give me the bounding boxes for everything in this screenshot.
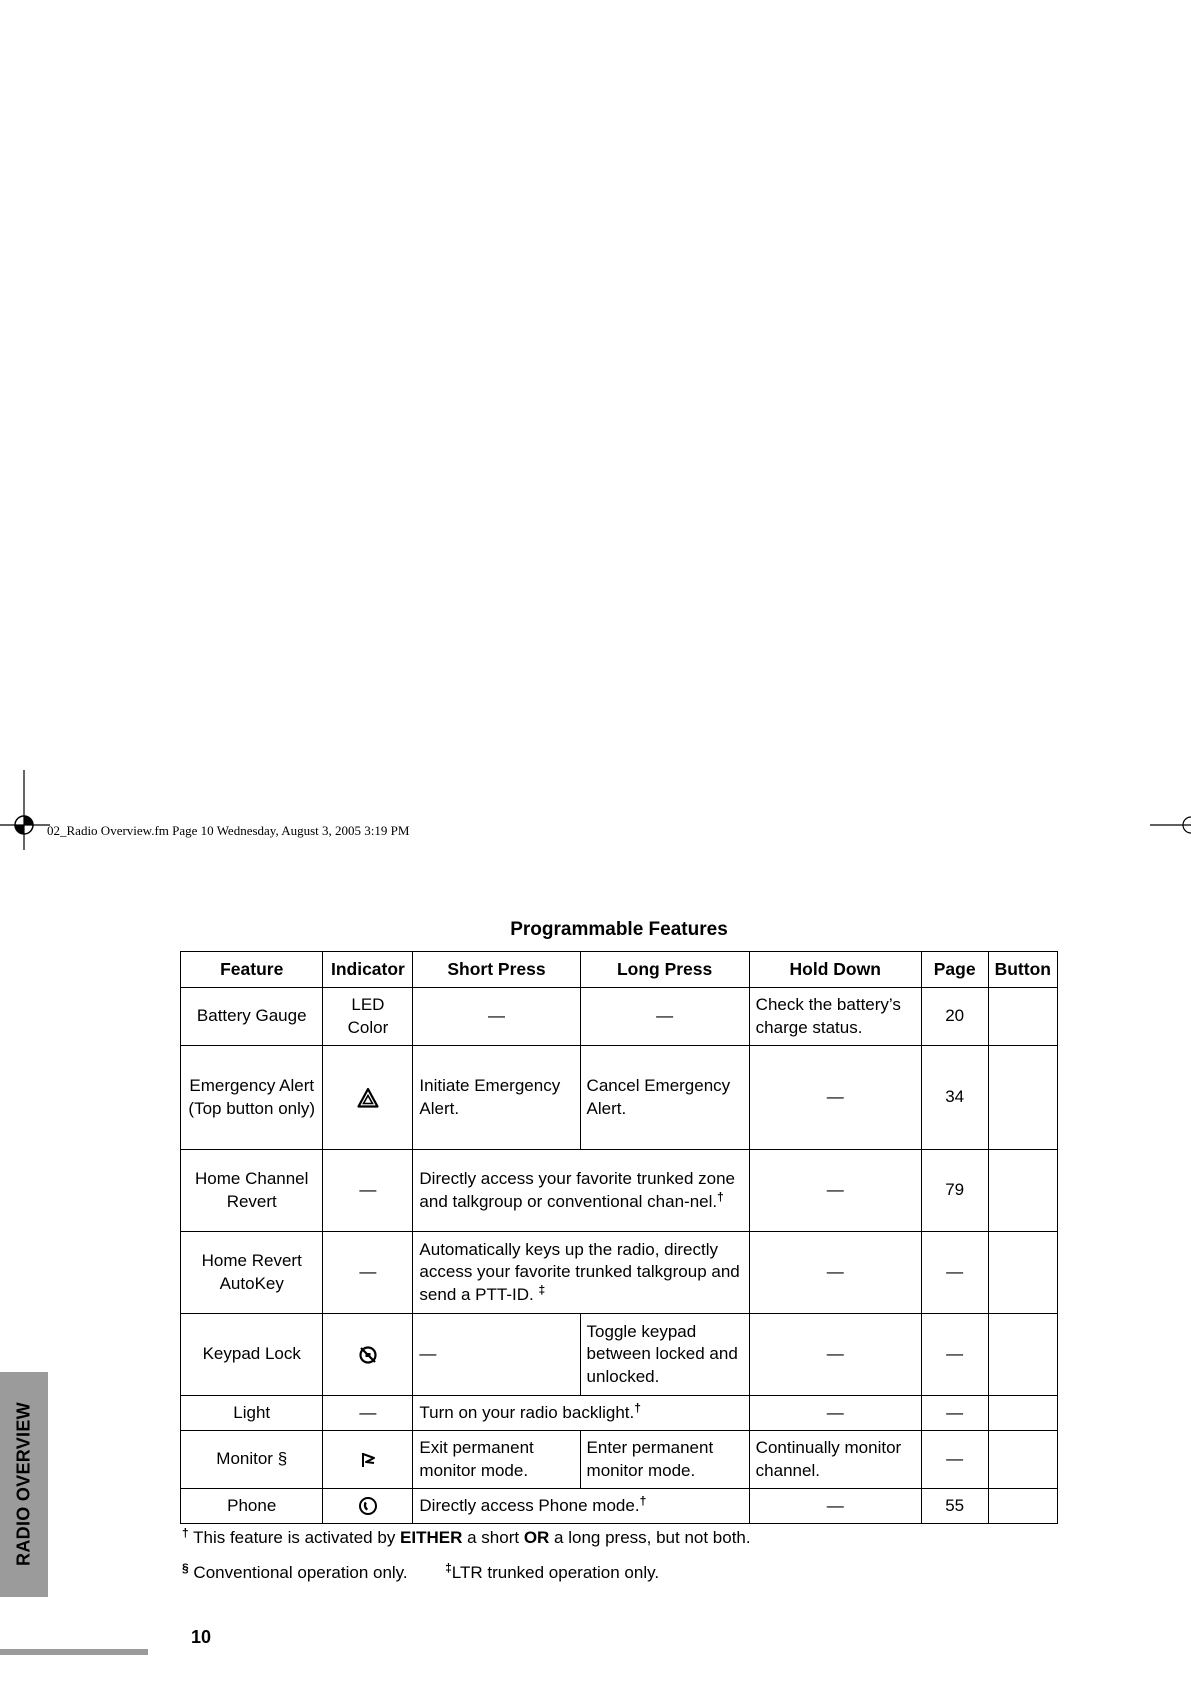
feature-cell: Emergency Alert (Top button only) [181,1046,323,1150]
hold-down-cell: — [749,1150,921,1232]
feature-cell: Phone [181,1489,323,1524]
short-long-press-cell: Directly access Phone mode.† [413,1489,749,1524]
table-row [181,1046,1058,1150]
button-cell [988,1314,1057,1396]
footnote-dagger: † This feature is activated by EITHER a short OR a long press, but not both. [182,1526,751,1547]
hold-down-cell: Continually monitor channel. [749,1431,921,1489]
file-header: 02_Radio Overview.fm Page 10 Wednesday, August 3, 2005 3:19 PM [47,823,410,838]
footnote-section: § Conventional operation only. ‡LTR trunked operation only. [182,1561,660,1582]
feature-cell: Home Revert AutoKey [181,1232,323,1314]
col-page: Page [921,952,988,988]
feature-cell: Battery Gauge [181,988,323,1046]
short-long-press-cell: Turn on your radio backlight.† [413,1396,749,1431]
feature-cell: Light [181,1396,323,1431]
button-cell [988,1046,1057,1150]
long-press-cell: Toggle keypad between locked and unlocked. [580,1314,749,1396]
long-press-cell: Enter permanent monitor mode. [580,1431,749,1489]
feature-cell: Home Channel Revert [181,1150,323,1232]
indicator-cell: — [323,1396,413,1431]
table-row [181,1232,1058,1314]
feature-cell: Keypad Lock [181,1314,323,1396]
button-cell [988,1431,1057,1489]
page-cell: — [921,1232,988,1314]
monitor-icon [357,1449,379,1471]
section-side-tab [0,1372,48,1597]
table-row [181,1150,1058,1232]
col-hold-down: Hold Down [749,952,921,988]
hold-down-cell: — [749,1232,921,1314]
page-cell: 34 [921,1046,988,1150]
hold-down-cell: — [749,1489,921,1524]
page-cell: — [921,1314,988,1396]
long-press-cell: Cancel Emergency Alert. [580,1046,749,1150]
programmable-features-table [180,951,1058,1524]
table-row [181,1489,1058,1524]
indicator-cell [323,1489,413,1524]
col-short-press: Short Press [413,952,580,988]
page-cell: 79 [921,1150,988,1232]
button-cell [988,988,1057,1046]
indicator-cell [323,1046,413,1150]
emergency-icon [357,1087,379,1109]
short-press-cell: Initiate Emergency Alert. [413,1046,580,1150]
indicator-cell [323,1431,413,1489]
keypad-lock-icon [357,1344,379,1366]
table-title: Programmable Features [510,919,728,940]
col-feature: Feature [181,952,323,988]
indicator-cell: — [323,1150,413,1232]
page-cell: 55 [921,1489,988,1524]
long-press-cell: — [580,988,749,1046]
page-cell: 20 [921,988,988,1046]
short-long-press-cell: Automatically keys up the radio, directly access your favorite trunked talkgroup and send a PTT-ID. ‡ [413,1232,749,1314]
indicator-cell: LED Color [323,988,413,1046]
button-cell [988,1489,1057,1524]
button-cell [988,1232,1057,1314]
side-tab-label: RADIO OVERVIEW [13,1402,34,1566]
short-press-cell: — [413,1314,580,1396]
table-header-row [181,952,1058,988]
feature-cell: Monitor § [181,1431,323,1489]
button-cell [988,1150,1057,1232]
col-long-press: Long Press [580,952,749,988]
hold-down-cell: Check the battery’s charge status. [749,988,921,1046]
button-cell [988,1396,1057,1431]
col-button: Button [988,952,1057,988]
table-row [181,988,1058,1046]
registration-mark-right [1150,805,1191,845]
page-cell: — [921,1396,988,1431]
short-press-cell: Exit permanent monitor mode. [413,1431,580,1489]
hold-down-cell: — [749,1396,921,1431]
hold-down-cell: — [749,1314,921,1396]
hold-down-cell: — [749,1046,921,1150]
table-row [181,1314,1058,1396]
footer-bar [0,1649,148,1655]
table-row [181,1396,1058,1431]
short-long-press-cell: Directly access your favorite trunked zone and talkgroup or conventional chan-nel.† [413,1150,749,1232]
indicator-cell: — [323,1232,413,1314]
col-indicator: Indicator [323,952,413,988]
short-press-cell: — [413,988,580,1046]
table-row [181,1431,1058,1489]
page-cell: — [921,1431,988,1489]
phone-icon [357,1495,379,1517]
indicator-cell [323,1314,413,1396]
page-number: 10 [191,1627,212,1647]
registration-mark-left [0,770,50,850]
